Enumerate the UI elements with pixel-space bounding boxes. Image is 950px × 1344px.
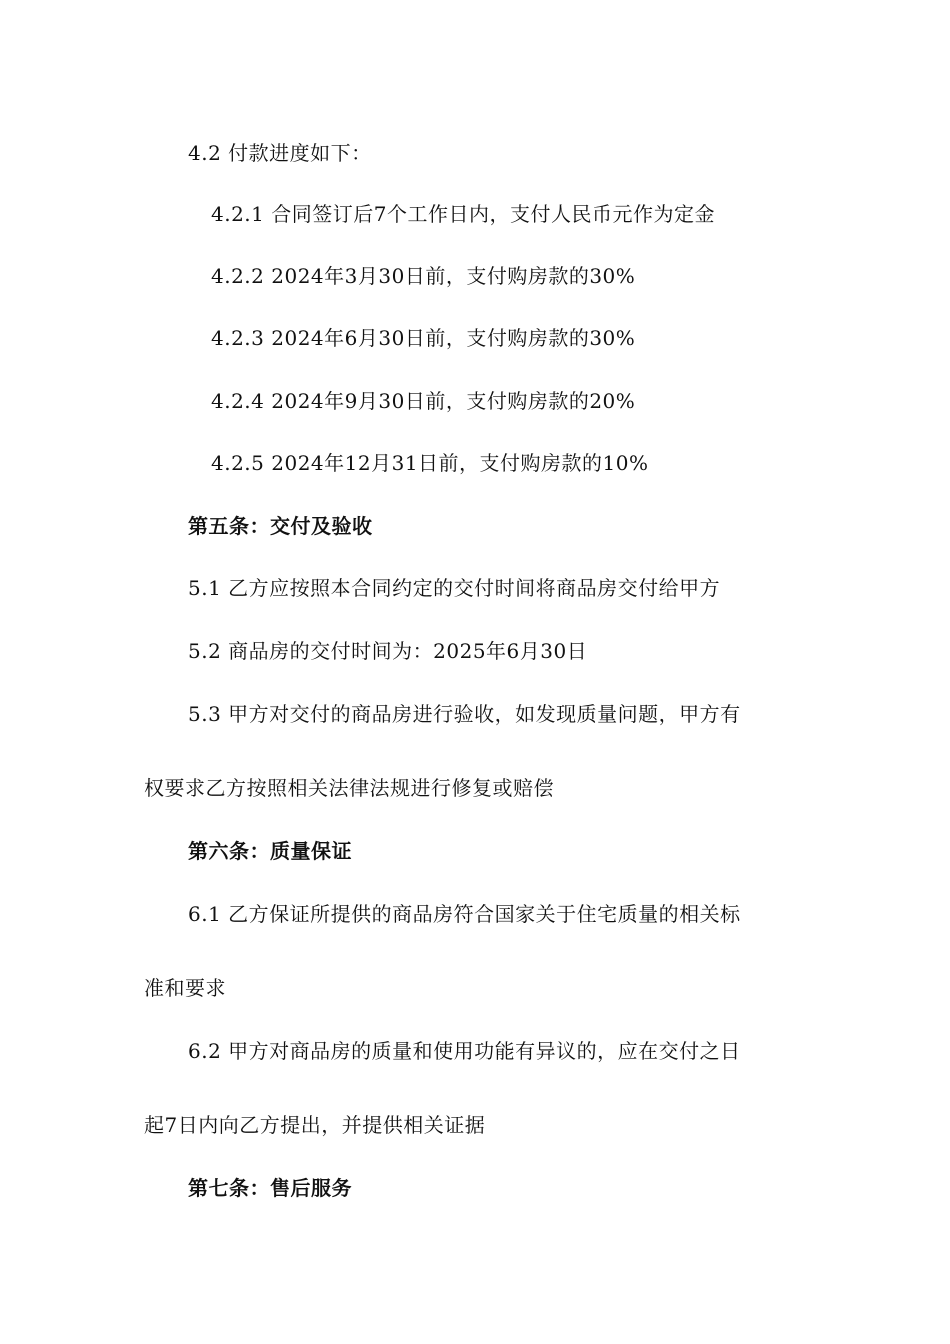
clause-5-3: 5.3 甲方对交付的商品房进行验收，如发现质量问题，甲方有: [188, 702, 741, 726]
clause-6-2-continued: 起7日内向乙方提出，并提供相关证据: [144, 1113, 486, 1137]
clause-4-2-1: 4.2.1 合同签订后7个工作日内，支付人民币元作为定金: [211, 202, 715, 226]
clause-6-1: 6.1 乙方保证所提供的商品房符合国家关于住宅质量的相关标: [188, 902, 741, 926]
clause-4-2-4: 4.2.4 2024年9月30日前，支付购房款的20%: [211, 389, 636, 413]
clause-6-2: 6.2 甲方对商品房的质量和使用功能有异议的，应在交付之日: [188, 1039, 741, 1063]
section-heading-7: 第七条：售后服务: [188, 1176, 352, 1200]
clause-4-2-5: 4.2.5 2024年12月31日前，支付购房款的10%: [211, 451, 649, 475]
section-heading-6: 第六条：质量保证: [188, 839, 352, 863]
clause-4-2-3: 4.2.3 2024年6月30日前，支付购房款的30%: [211, 326, 636, 350]
clause-5-1: 5.1 乙方应按照本合同约定的交付时间将商品房交付给甲方: [188, 576, 721, 600]
clause-4-2-2: 4.2.2 2024年3月30日前，支付购房款的30%: [211, 264, 636, 288]
clause-5-3-continued: 权要求乙方按照相关法律法规进行修复或赔偿: [144, 776, 554, 800]
clause-6-1-continued: 准和要求: [144, 976, 226, 1000]
clause-5-2: 5.2 商品房的交付时间为：2025年6月30日: [188, 639, 588, 663]
clause-4-2: 4.2 付款进度如下：: [188, 141, 372, 165]
section-heading-5: 第五条：交付及验收: [188, 514, 373, 538]
